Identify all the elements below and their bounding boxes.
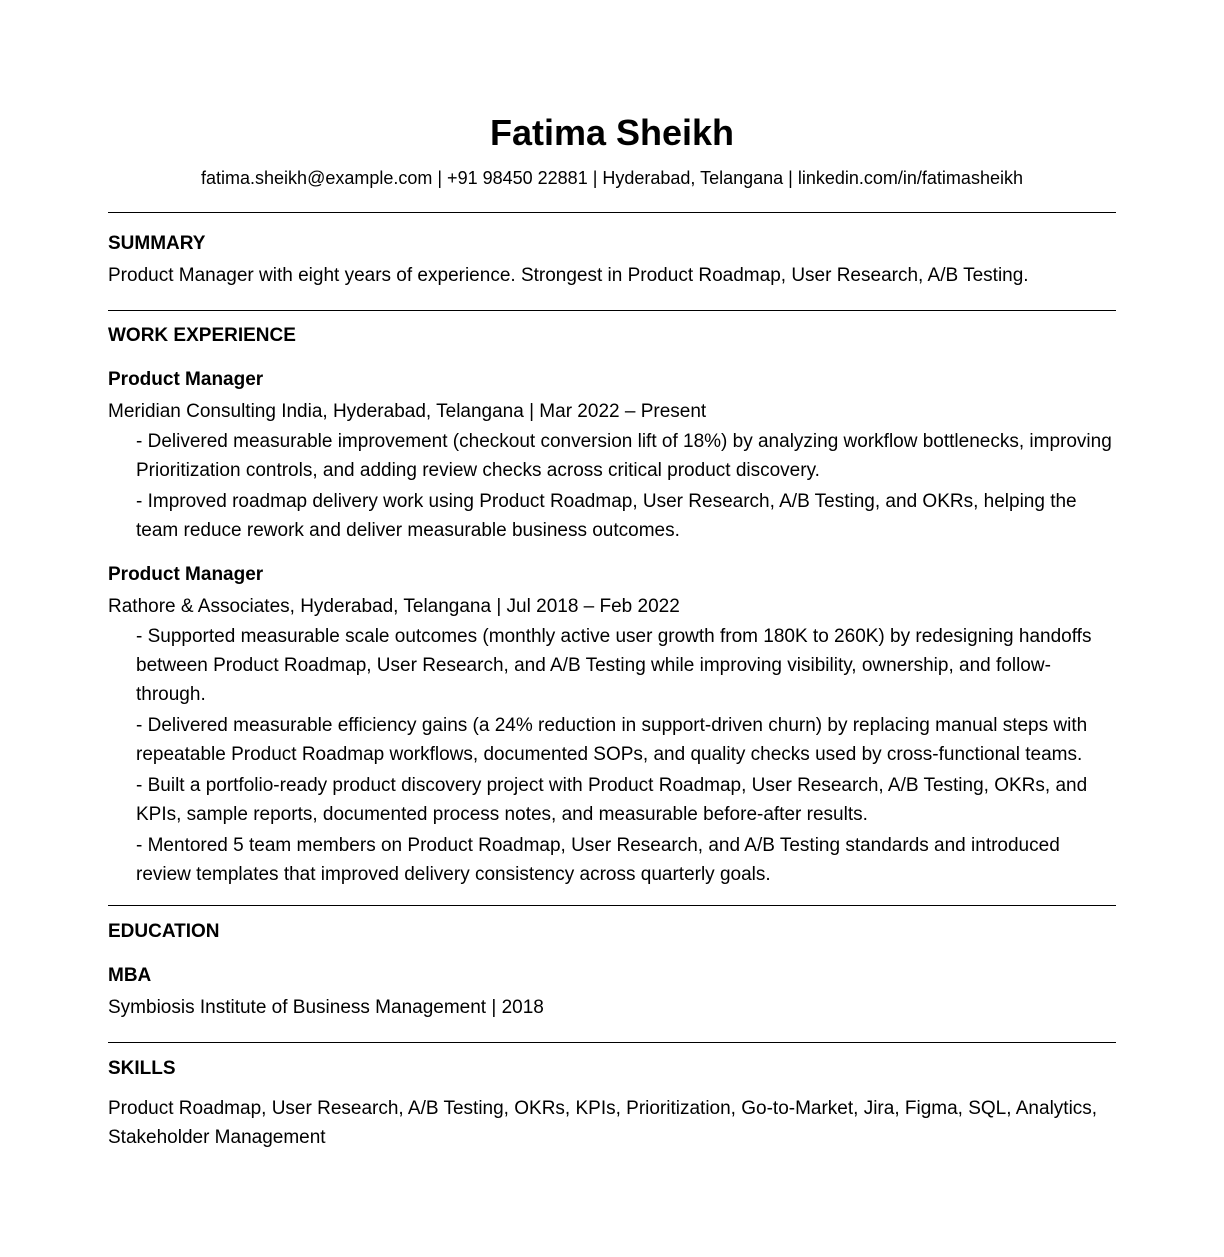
job-bullet: - Delivered measurable improvement (checkout conversion lift of 18%) by analyzing workflow bottlenecks, improving Prioritization controls, and adding review checks across critical product discovery.: [136, 431, 1112, 481]
work-experience-heading: WORK EXPERIENCE: [108, 325, 296, 346]
job-bullets: [108, 427, 1116, 545]
skills-list: Product Roadmap, User Research, A/B Testing, OKRs, KPIs, Prioritization, Go-to-Market, Jira, Figma, SQL, Analytics, Stakeholder Management: [108, 1098, 1098, 1148]
job-bullets: [108, 622, 1116, 889]
education-heading: EDUCATION: [108, 921, 220, 942]
job-bullet: - Supported measurable scale outcomes (monthly active user growth from 180K to 260K) by redesigning handoffs between Product Roadmap, User Research, and A/B Testing while improving visibility, ownership, and follow-through.: [136, 626, 1092, 705]
candidate-name: Fatima Sheikh: [489, 112, 735, 153]
job-title: Product Manager: [108, 369, 264, 390]
summary-section: [108, 213, 1116, 310]
skills-heading: SKILLS: [108, 1058, 176, 1079]
job-entry: [108, 562, 1116, 889]
contact-line: fatima.sheikh@example.com | +91 98450 22881 | Hyderabad, Telangana | linkedin.com/in/fatimasheikh: [201, 168, 1023, 188]
job-entry: [108, 367, 1116, 545]
institution-year: Symbiosis Institute of Business Management | 2018: [108, 997, 544, 1018]
job-bullet: - Improved roadmap delivery work using Product Roadmap, User Research, A/B Testing, and OKRs, helping the team reduce rework and deliver measurable business outcomes.: [136, 491, 1077, 541]
skills-section: [108, 1043, 1116, 1152]
job-title: Product Manager: [108, 564, 264, 585]
job-company-dates: Meridian Consulting India, Hyderabad, Telangana | Mar 2022 – Present: [108, 401, 707, 422]
education-entry: [108, 963, 1116, 1022]
job-bullet: - Delivered measurable efficiency gains (a 24% reduction in support-driven churn) by replacing manual steps with repeatable Product Roadmap workflows, documented SOPs, and quality checks used by cross-functional teams.: [136, 715, 1088, 765]
summary-text: Product Manager with eight years of experience. Strongest in Product Roadmap, User Research, A/B Testing.: [108, 265, 1029, 286]
resume-page: [108, 0, 1116, 1152]
summary-heading: SUMMARY: [108, 233, 206, 254]
job-bullet: - Mentored 5 team members on Product Roadmap, User Research, and A/B Testing standards and introduced review templates that improved delivery consistency across quarterly goals.: [136, 835, 1060, 885]
work-experience-section: [108, 311, 1116, 905]
education-section: [108, 906, 1116, 1042]
degree-name: MBA: [108, 965, 152, 986]
job-bullet: - Built a portfolio-ready product discovery project with Product Roadmap, User Research, A/B Testing, OKRs, and KPIs, sample reports, documented process notes, and measurable before-after results.: [136, 775, 1088, 825]
job-company-dates: Rathore & Associates, Hyderabad, Telangana | Jul 2018 – Feb 2022: [108, 596, 680, 617]
